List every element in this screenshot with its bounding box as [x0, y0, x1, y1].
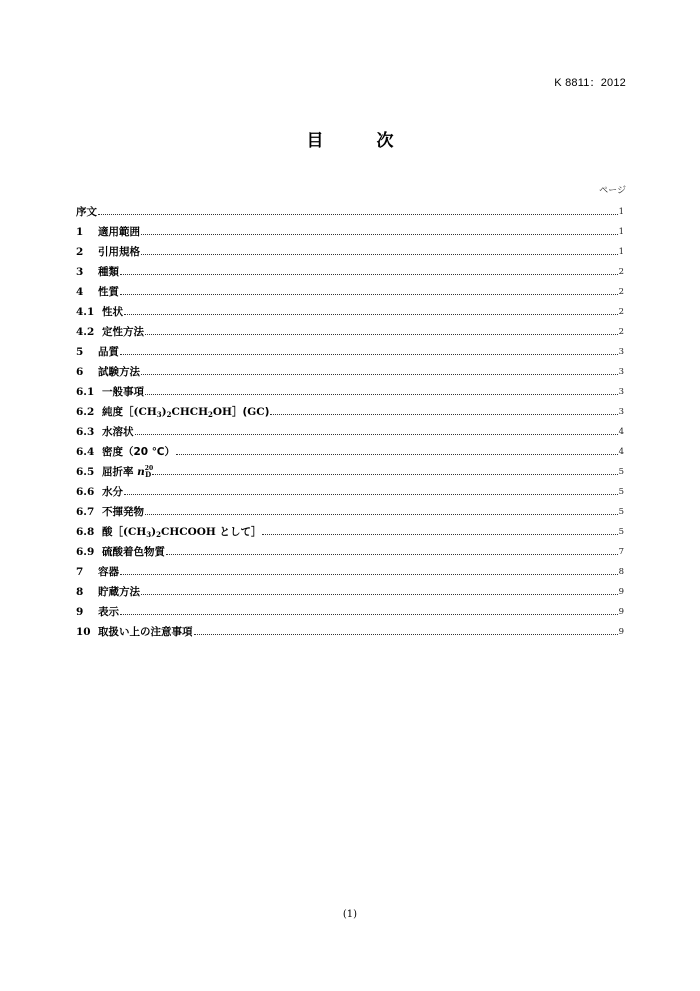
toc-entry-page: 1 [618, 247, 624, 257]
toc-entry-6-1[interactable] [76, 378, 624, 398]
toc-entry-page: 9 [618, 587, 624, 597]
toc-entry-label: 容器 [98, 566, 119, 578]
toc-entry-4[interactable] [76, 278, 624, 298]
dot-leader [124, 314, 618, 315]
label-text: 屈折率 [102, 466, 138, 478]
toc-entry-label: 一般事項 [102, 386, 144, 398]
dot-leader [120, 274, 618, 275]
label-suffix: ］( [231, 406, 248, 418]
toc-entry-page: 5 [618, 527, 624, 537]
toc-entry-preface[interactable] [76, 198, 624, 218]
toc-entry-number: 6.9 [76, 546, 95, 558]
toc-entry-page: 8 [618, 567, 624, 577]
toc-entry-label: 表示 [98, 606, 119, 618]
toc-entry-6-9[interactable] [76, 538, 624, 558]
toc-entry-page: 2 [618, 327, 624, 337]
toc-entry-2[interactable] [76, 238, 624, 258]
toc-entry-label: 取扱い上の注意事項 [98, 626, 193, 638]
toc-entry-number: 6.3 [76, 426, 95, 438]
toc-entry-label: 密度（20 ℃） [102, 446, 175, 458]
toc-entry-label [102, 406, 269, 418]
toc-entry-4-2[interactable] [76, 318, 624, 338]
toc-entry-3[interactable] [76, 258, 624, 278]
toc-entry-page: 2 [618, 267, 624, 277]
toc-entry-label: 貯蔵方法 [98, 586, 140, 598]
toc-entry-label: 水分 [102, 486, 123, 498]
method-abbreviation: GC [247, 406, 265, 418]
toc-entry-page: 2 [618, 307, 624, 317]
chemical-formula: $(CH_3)_2CHCH_2OH$ [133, 406, 232, 419]
footer-page-number: (1) [342, 909, 358, 920]
dot-leader [120, 354, 618, 355]
toc-entry-number: 6.5 [76, 466, 95, 478]
dot-leader [145, 514, 618, 515]
toc-entry-label: 水溶状 [102, 426, 134, 438]
toc-entry-label: 試験方法 [98, 366, 140, 378]
toc-entry-label: 性状 [102, 306, 123, 318]
toc-entry-number: 6.8 [76, 526, 95, 538]
document-code: K 8811：2012 [554, 77, 626, 89]
toc-entry-label: 品質 [98, 346, 119, 358]
toc-entry-6-2[interactable] [76, 398, 624, 418]
table-of-contents [76, 198, 624, 638]
toc-entry-6-8[interactable] [76, 518, 624, 538]
label-close: ) [264, 406, 270, 418]
dot-leader [176, 454, 618, 455]
toc-entry-number: 6 [76, 366, 84, 378]
dot-leader [145, 394, 618, 395]
toc-entry-label: 硫酸着色物質 [102, 546, 165, 558]
toc-entry-number: 6.6 [76, 486, 95, 498]
toc-entry-number: 3 [76, 266, 84, 278]
toc-entry-9[interactable] [76, 598, 624, 618]
toc-entry-label: 種類 [98, 266, 119, 278]
dot-leader [141, 234, 618, 235]
dot-leader [124, 494, 618, 495]
dot-leader [141, 374, 618, 375]
dot-leader [135, 434, 618, 435]
toc-entry-label: 引用規格 [98, 246, 140, 258]
dot-leader [262, 534, 617, 535]
dot-leader [120, 614, 618, 615]
label-suffix: として］ [215, 526, 262, 538]
toc-entry-number: 5 [76, 346, 84, 358]
toc-entry-page: 5 [618, 467, 624, 477]
label-prefix: 酸［ [102, 526, 123, 538]
dot-leader [270, 414, 617, 415]
toc-entry-label [102, 526, 261, 538]
dot-leader [152, 474, 617, 475]
toc-entry-10[interactable] [76, 618, 624, 638]
toc-entry-page: 4 [618, 427, 624, 437]
toc-entry-label: 適用範囲 [98, 226, 140, 238]
toc-entry-number: 9 [76, 606, 84, 618]
toc-entry-page: 5 [618, 487, 624, 497]
toc-entry-page: 9 [618, 627, 624, 637]
chemical-formula: $(CH_3)_2CHCOOH$ [123, 526, 216, 539]
toc-entry-5[interactable] [76, 338, 624, 358]
page-column-label: ページ [599, 186, 626, 196]
toc-entry-6-5[interactable] [76, 458, 624, 478]
toc-entry-page: 3 [618, 347, 624, 357]
toc-entry-page: 4 [618, 447, 624, 457]
label-prefix: 純度［ [102, 406, 134, 418]
dot-leader [120, 574, 618, 575]
toc-entry-6-4[interactable] [76, 438, 624, 458]
toc-entry-page: 7 [618, 547, 624, 557]
toc-entry-page: 3 [618, 407, 624, 417]
toc-entry-number: 7 [76, 566, 84, 578]
toc-entry-4-1[interactable] [76, 298, 624, 318]
page-title: 目 次 [306, 131, 412, 151]
toc-entry-label: 定性方法 [102, 326, 144, 338]
dot-leader [141, 594, 618, 595]
toc-entry-number: 8 [76, 586, 84, 598]
toc-entry-number: 4.2 [76, 326, 95, 338]
toc-entry-page: 1 [618, 227, 624, 237]
toc-entry-label: 性質 [98, 286, 119, 298]
toc-entry-1[interactable] [76, 218, 624, 238]
dot-leader [141, 254, 618, 255]
toc-entry-label: 不揮発物 [102, 506, 144, 518]
toc-entry-number: 6.1 [76, 386, 95, 398]
toc-entry-label: 序文 [76, 206, 97, 218]
toc-entry-page: 3 [618, 387, 624, 397]
toc-entry-8[interactable] [76, 578, 624, 598]
toc-entry-label [102, 465, 154, 479]
toc-entry-number: 1 [76, 226, 84, 238]
toc-entry-number: 6.2 [76, 406, 95, 418]
toc-entry-page: 1 [618, 207, 624, 217]
dot-leader [120, 294, 618, 295]
toc-entry-number: 6.7 [76, 506, 95, 518]
toc-entry-number: 4.1 [76, 306, 95, 318]
toc-entry-6-3[interactable] [76, 418, 624, 438]
toc-entry-number: 10 [76, 626, 91, 638]
toc-entry-6-6[interactable] [76, 478, 624, 498]
refractive-index-symbol: $n^{20}_D$ [137, 465, 154, 479]
toc-entry-6[interactable] [76, 358, 624, 378]
dot-leader [166, 554, 618, 555]
toc-entry-page: 2 [618, 287, 624, 297]
toc-entry-number: 4 [76, 286, 84, 298]
dot-leader [194, 634, 618, 635]
toc-entry-page: 3 [618, 367, 624, 377]
toc-entry-number: 6.4 [76, 446, 95, 458]
toc-entry-page: 5 [618, 507, 624, 517]
toc-entry-6-7[interactable] [76, 498, 624, 518]
toc-entry-number: 2 [76, 246, 84, 258]
dot-leader [98, 214, 618, 215]
dot-leader [145, 334, 618, 335]
toc-entry-page: 9 [618, 607, 624, 617]
toc-entry-7[interactable] [76, 558, 624, 578]
